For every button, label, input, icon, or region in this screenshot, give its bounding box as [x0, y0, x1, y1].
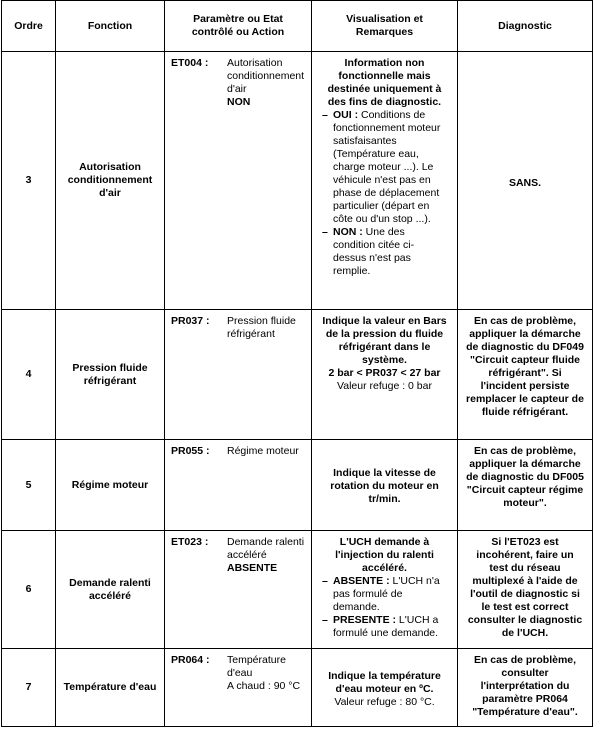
- row-parametre: [165, 52, 312, 310]
- visu-range: 2 bar < PR037 < 27 bar: [328, 367, 441, 379]
- row-fonction: Autorisation conditionnement d'air: [56, 52, 165, 310]
- table-row: [2, 649, 593, 727]
- row-visualisation: [312, 440, 458, 531]
- param-description: Autorisation conditionnement d'air: [227, 57, 305, 95]
- option-list: [322, 575, 447, 640]
- param-code: PR055 :: [171, 445, 210, 457]
- param-description: Pression fluide réfrigérant: [227, 315, 296, 340]
- row-diagnostic: En cas de problème, appliquer la démarche de diagnostic du DF005 "Circuit capteur régime moteur".: [458, 440, 593, 531]
- row-fonction: Pression fluide réfrigérant: [56, 310, 165, 440]
- option-item: [322, 226, 447, 278]
- option-item: [322, 575, 447, 614]
- param-code: ET023 :: [171, 536, 209, 548]
- param-code: PR064 :: [171, 654, 210, 666]
- param-extra: A chaud : 90 °C: [227, 680, 301, 692]
- row-fonction: Demande ralenti accéléré: [56, 531, 165, 649]
- row-ordre: 4: [2, 310, 56, 440]
- row-ordre: 5: [2, 440, 56, 531]
- diagnostic-table: [1, 0, 593, 727]
- option-key: NON :: [333, 226, 363, 238]
- row-fonction: Régime moteur: [56, 440, 165, 531]
- visu-bold-text: Indique la vitesse de rotation du moteur en tr/min.: [330, 467, 439, 505]
- header-visualisation: Visualisation et Remarques: [312, 1, 458, 52]
- table-row: [2, 52, 593, 310]
- row-parametre: [165, 440, 312, 531]
- option-text: Conditions de fonctionnement moteur satisfaisantes (Température eau, charge moteur ...). Le véhicule n'est pas en phase de déplacement particulier (départ en côte ou d'un stop ...).: [333, 109, 441, 225]
- param-description: Température d'eau: [227, 654, 286, 679]
- param-description: Demande ralenti accéléré: [227, 536, 305, 561]
- row-ordre: 7: [2, 649, 56, 727]
- option-item: [322, 109, 447, 226]
- option-key: OUI :: [333, 109, 359, 121]
- row-parametre: [165, 310, 312, 440]
- row-visualisation: [312, 52, 458, 310]
- option-key: ABSENTE :: [333, 575, 390, 587]
- row-visualisation: [312, 531, 458, 649]
- visu-fallback-value: Valeur refuge : 0 bar: [337, 380, 432, 392]
- param-code: PR037 :: [171, 315, 210, 327]
- param-description: Régime moteur: [227, 445, 299, 457]
- row-parametre: [165, 649, 312, 727]
- param-value: ABSENTE: [227, 562, 278, 574]
- table-row: [2, 310, 593, 440]
- row-diagnostic: SANS.: [458, 52, 593, 310]
- table-row: [2, 531, 593, 649]
- param-value: NON: [227, 96, 251, 108]
- option-text: Une des condition citée ci-dessus n'est pas remplie.: [333, 226, 415, 277]
- header-fonction: Fonction: [56, 1, 165, 52]
- row-visualisation: [312, 310, 458, 440]
- visu-bold-text: Information non fonctionnelle mais destinée uniquement à des fins de diagnostic.: [327, 57, 442, 108]
- table-row: [2, 440, 593, 531]
- visu-bold-text: Indique la température d'eau moteur en ºC.: [328, 669, 441, 695]
- row-diagnostic: En cas de problème, appliquer la démarche de diagnostic du DF049 "Circuit capteur fluide réfrigérant". Si l'incident persiste remplacer le capteur de fluide réfrigérant.: [458, 310, 593, 440]
- row-visualisation: [312, 649, 458, 727]
- row-fonction: Température d'eau: [56, 649, 165, 727]
- row-ordre: 3: [2, 52, 56, 310]
- visu-bold-text: Indique la valeur en Bars de la pression du fluide réfrigérant dans le système.: [322, 315, 447, 366]
- option-list: [322, 109, 447, 278]
- option-text: L'UCH n'a pas formulé de demande.: [333, 575, 440, 613]
- row-diagnostic: En cas de problème, consulter l'interprétation du paramètre PR064 "Température d'eau".: [458, 649, 593, 727]
- option-item: [322, 614, 447, 640]
- header-parametre: Paramètre ou Etat contrôlé ou Action: [165, 1, 312, 52]
- option-key: PRESENTE :: [333, 614, 397, 626]
- visu-bold-text: L'UCH demande à l'injection du ralenti accéléré.: [335, 536, 434, 574]
- row-parametre: [165, 531, 312, 649]
- param-code: ET004 :: [171, 57, 209, 69]
- option-text: L'UCH a formulé une demande.: [333, 614, 439, 639]
- header-ordre: Ordre: [2, 1, 56, 52]
- header-diagnostic: Diagnostic: [458, 1, 593, 52]
- visu-fallback-value: Valeur refuge : 80 °C.: [334, 695, 435, 708]
- row-ordre: 6: [2, 531, 56, 649]
- header-row: [2, 1, 593, 52]
- row-diagnostic: Si l'ET023 est incohérent, faire un test du réseau multiplexé à l'aide de l'outil de diagnostic si le test est correct consulter le diagnostic de l'UCH.: [458, 531, 593, 649]
